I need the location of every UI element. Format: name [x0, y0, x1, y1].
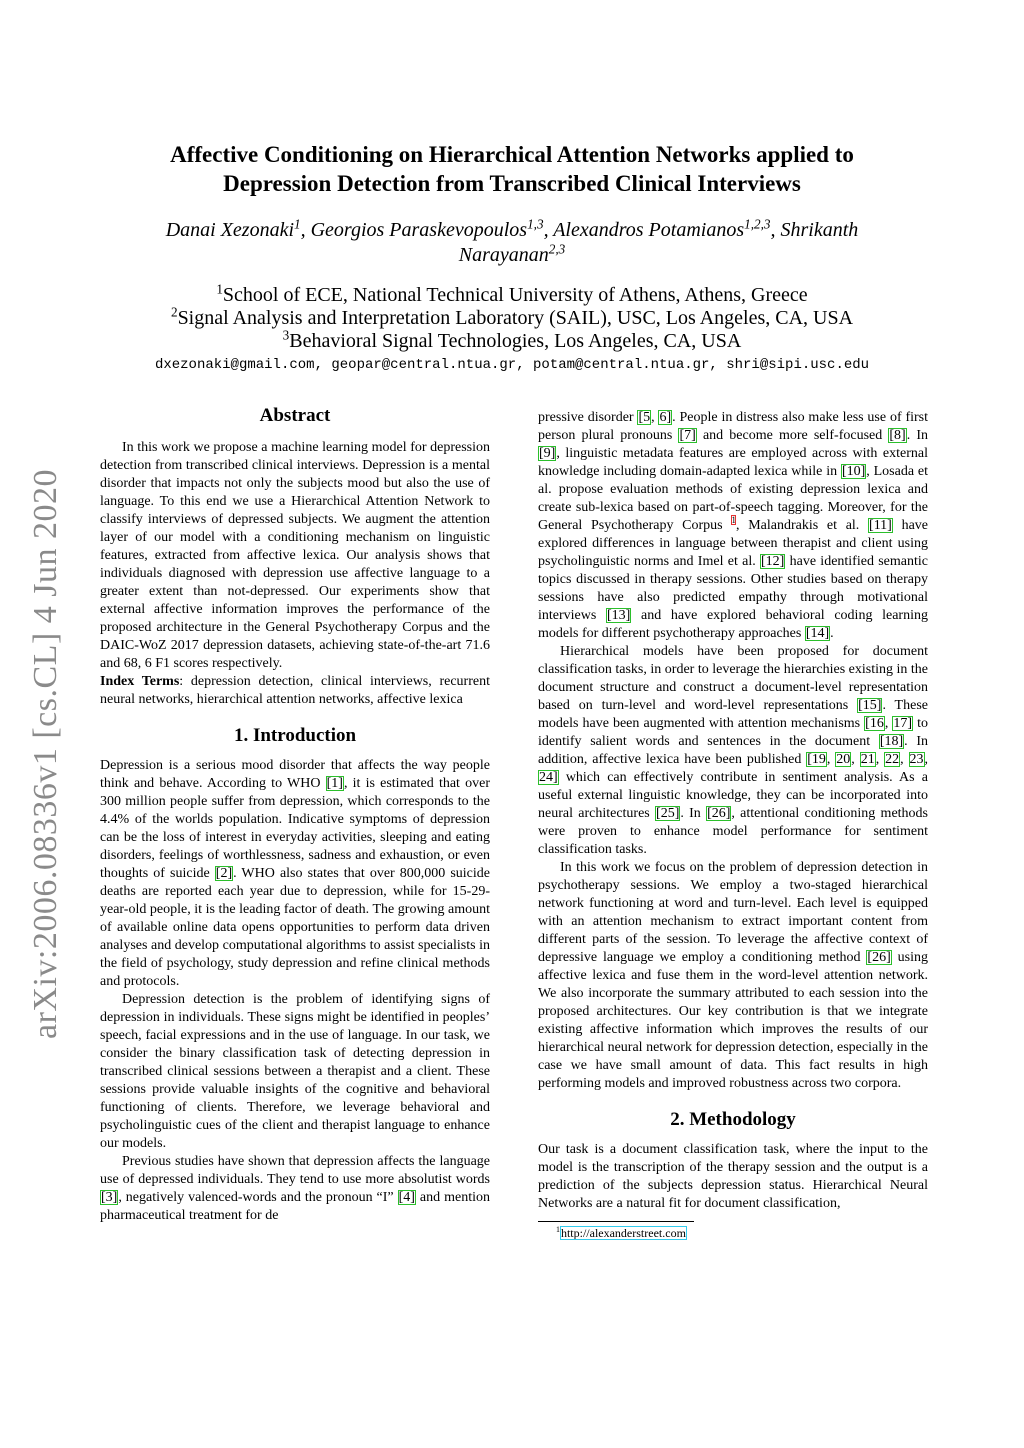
section-heading-introduction: 1. Introduction [233, 725, 357, 746]
citation-link[interactable]: 21 [860, 752, 875, 767]
footnote-divider [538, 1221, 694, 1222]
footnote-link[interactable]: http://alexanderstreet.com [560, 1226, 686, 1240]
author-line-2 [110, 243, 914, 268]
index-terms [100, 673, 490, 709]
author-name: Narayanan [458, 244, 549, 266]
citation-link[interactable]: [3] [101, 1190, 118, 1205]
affiliation-num: 3 [282, 327, 290, 343]
citation-link[interactable]: [16 [865, 716, 884, 731]
citation-link[interactable]: 22 [885, 752, 900, 767]
section-heading-methodology: 2. Methodology [670, 1109, 796, 1130]
author-name: Georgios Paraskevopoulos [310, 219, 528, 241]
paper-title [110, 140, 914, 198]
citation-link[interactable]: [26] [867, 950, 891, 965]
footnote [538, 1226, 928, 1241]
author-line-1: Danai Xezonaki$^1$, Georgios Paraskevopoulos$^{1,3}$, Alexandros Potamianos$^{1,2,3}$, Shrikanth [165, 216, 859, 241]
citation-link[interactable]: [9] [539, 446, 556, 461]
right-column [538, 409, 928, 1241]
affiliation-num: 1 [216, 281, 223, 297]
citation-link[interactable]: 17] [893, 716, 913, 731]
citation-link[interactable]: [18] [879, 734, 904, 749]
footnote-marker[interactable]: 1 [731, 515, 736, 526]
index-terms-label: Index Terms [100, 674, 180, 689]
citation-link[interactable]: [7] [679, 428, 696, 443]
citation-link[interactable]: [25] [656, 806, 680, 821]
citation-link[interactable]: 6] [659, 410, 672, 425]
intro-paragraph-2: Depression detection is the problem of identifying signs of depression in individuals. These signs might be identified in peoples’ speech, facial expressions and in the use of language. In our task, we consider the binary classification task of detecting depression in transcribed clinical sessions between a therapist and a client. These sessions provide valuable insights of the cognitive and behavioral functioning of clients. Therefore, we leverage behavioral and psycholinguistic cues of the client and therapist language to enhance our models. [100, 992, 490, 1151]
intro-paragraph-3: Previous studies have shown that depression affects the language use of depressed individuals. They tend to use more absolutist words [3], negatively valenced-words and the pronoun “I” [4] and mention pharmaceutical treatment for de [100, 1154, 490, 1223]
intro-paragraph-1: Depression is a serious mood disorder that affects the way people think and behave. According to WHO [1], it is estimated that over 300 million people suffer from depression, which corresponds to the 4.4% of the worlds population. Indicative symptoms of depression can be the loss of interest in everyday activities, sleeping and eating disorders, feelings of worthlessness, sadness and exhaustion, or even thoughts of suicide [2]. WHO also states that over 800,000 suicide deaths are reported each year due to depression, while for 15-29-year-old people, it is the leading factor of death. The growing amount of available online data opens opportunities to perform data driven analyses and develop computational algorithms to assist specialists in the field of psychology, study depression and refine clinical methods and protocols. [100, 758, 490, 989]
citation-link[interactable]: [5 [638, 410, 651, 425]
author-name: Alexandros Potamianos [553, 219, 745, 241]
author-sup: 1 [294, 216, 301, 232]
abstract-heading: Abstract [259, 405, 331, 426]
abstract-body: In this work we propose a machine learning model for depression detection from transcribed clinical interviews. Depression is a mental disorder that impacts not only the subjects mood but also the use of language. To this end we use a Hierarchical Attention Network to classify interviews of depressed subjects. We augment the attention layer of our model with a conditioning mechanism on linguistic features, extracted from affective lexica. Our analysis shows that individuals diagnosed with depression use affective language to a greater extent than not-depressed. Our experiments show that external affective information improves the performance of the proposed architecture in the General Psychotherapy Corpus and the DAIC-WoZ 2017 depression datasets, achieving state-of-the-art 71.6 and 68, 6 F1 scores respectively. [100, 440, 490, 671]
citation-link[interactable]: [14] [805, 626, 830, 641]
percentage-value: 4.4% [100, 812, 130, 827]
citation-link[interactable]: 20 [836, 752, 851, 767]
index-terms-text: : depression detection, clinical interviews, recurrent neural networks, hierarchical attention networks, affective lexica [100, 674, 490, 707]
intro-paragraph-4: pressive disorder [5, 6]. People in distress also make less use of first person plural pronouns [7] and become more self-focused [8]. In [9], linguistic metadata features are employed across with external knowledge including domain-adapted lexica while in [10], Losada et al. propose evaluation methods of existing depression lexica and create sub-lexica based on part-of-speech tagging. Moreover, for the General Psychotherapy Corpus $^1$, Malandrakis et al. [11] have explored differences in language between therapist and client using psycholinguistic norms and Imel et al. [12] have identified semantic topics discussed in therapy sessions. Other studies based on therapy sessions have also predicted empathy through motivational interviews [13] and have explored behavioral coding learning models for different psychotherapy approaches [14]. [538, 410, 929, 641]
citation-link[interactable]: [10] [841, 464, 866, 479]
author-sup: 2,3 [548, 241, 566, 257]
affiliation-item [110, 304, 914, 330]
citation-link[interactable]: [2] [215, 866, 233, 881]
citation-link[interactable]: [11] [869, 518, 892, 533]
intro-paragraph-6: In this work we focus on the problem of depression detection in psychotherapy sessions. We employ a two-staged hierarchical network functioning at word and turn-level. Each level is equipped with an attention mechanism to extract important content from different parts of the session. To leverage the affective context of depressive language we employ a conditioning method [26] using affective lexica and fuse them in the word-level attention network. We also incorporate the summary attributed to each session into the proposed architectures. Our key contribution is that we integrate existing affective information which improves the results of our hierarchical neural network for depression detection, especially in the case we have small amount of data. This fact results in high performing models and improved robustness across two corpora. [538, 860, 928, 1091]
citation-link[interactable]: [26] [707, 806, 731, 821]
arxiv-stamp-text: arXiv:2006.08336v1 [cs.CL] 4 Jun 2020 [27, 468, 65, 1040]
author-sup: 1,3 [527, 216, 544, 232]
citation-link[interactable]: [12] [761, 554, 785, 569]
affiliation-num: 2 [170, 304, 178, 320]
author-sup: 1,2,3 [744, 216, 771, 232]
affiliation-text: Signal Analysis and Interpretation Laboratory (SAIL), USC, Los Angeles, CA, USA [177, 307, 854, 329]
citation-link[interactable]: 23 [909, 752, 924, 767]
arxiv-stamp [26, 465, 66, 1043]
author-emails: dxezonaki@gmail.com, geopar@central.ntua.gr, potam@central.ntua.gr, shri@sipi.usc.edu [154, 357, 870, 373]
citation-link[interactable]: [13] [606, 608, 631, 623]
citation-link[interactable]: [4] [398, 1190, 415, 1205]
citation-link[interactable]: 24] [539, 770, 558, 785]
author-list [110, 218, 914, 268]
methodology-paragraph-1: Our task is a document classification task, where the input to the model is the transcription of the therapy session and the output is a prediction of the subjects depression status. Hierarchical Neural Networks are a natural fit for document classification, [538, 1142, 928, 1211]
citation-link[interactable]: [1] [326, 776, 343, 791]
author-name: Shrikanth [780, 219, 859, 241]
citation-link[interactable]: [15] [858, 698, 882, 713]
affiliation-item [110, 327, 914, 353]
title-line-2: Depression Detection from Transcribed Clinical Interviews [223, 171, 801, 196]
citation-link[interactable]: [8] [889, 428, 906, 443]
footnote-number: 1 [556, 1225, 560, 1234]
title-line-1: Affective Conditioning on Hierarchical Attention Networks applied to [170, 142, 854, 167]
affiliation-text: Behavioral Signal Technologies, Los Angeles, CA, USA [289, 330, 742, 352]
left-column [100, 405, 490, 1225]
citation-link[interactable]: [19 [807, 752, 826, 767]
affiliation-text: School of ECE, National Technical University of Athens, Athens, Greece [222, 284, 808, 306]
affiliation-item [110, 281, 914, 307]
affiliation-list [110, 281, 914, 353]
author-name: Danai Xezonaki [165, 219, 295, 241]
intro-paragraph-5: Hierarchical models have been proposed for document classification tasks, in order to leverage the hierarchies existing in the document structure and construct a document-level representation based on turn-level and word-level representations [15]. These models have been augmented with attention mechanisms [16, 17] to identify salient words and sentences in the document [18]. In addition, affective lexica have been published [19, 20, 21, 22, 23, 24] which can effectively contribute in sentiment analysis. As a useful external linguistic knowledge, they can be incorporated into neural architectures [25]. In [26], attentional conditioning methods were proven to enhance model performance for sentiment classification tasks. [538, 644, 929, 857]
